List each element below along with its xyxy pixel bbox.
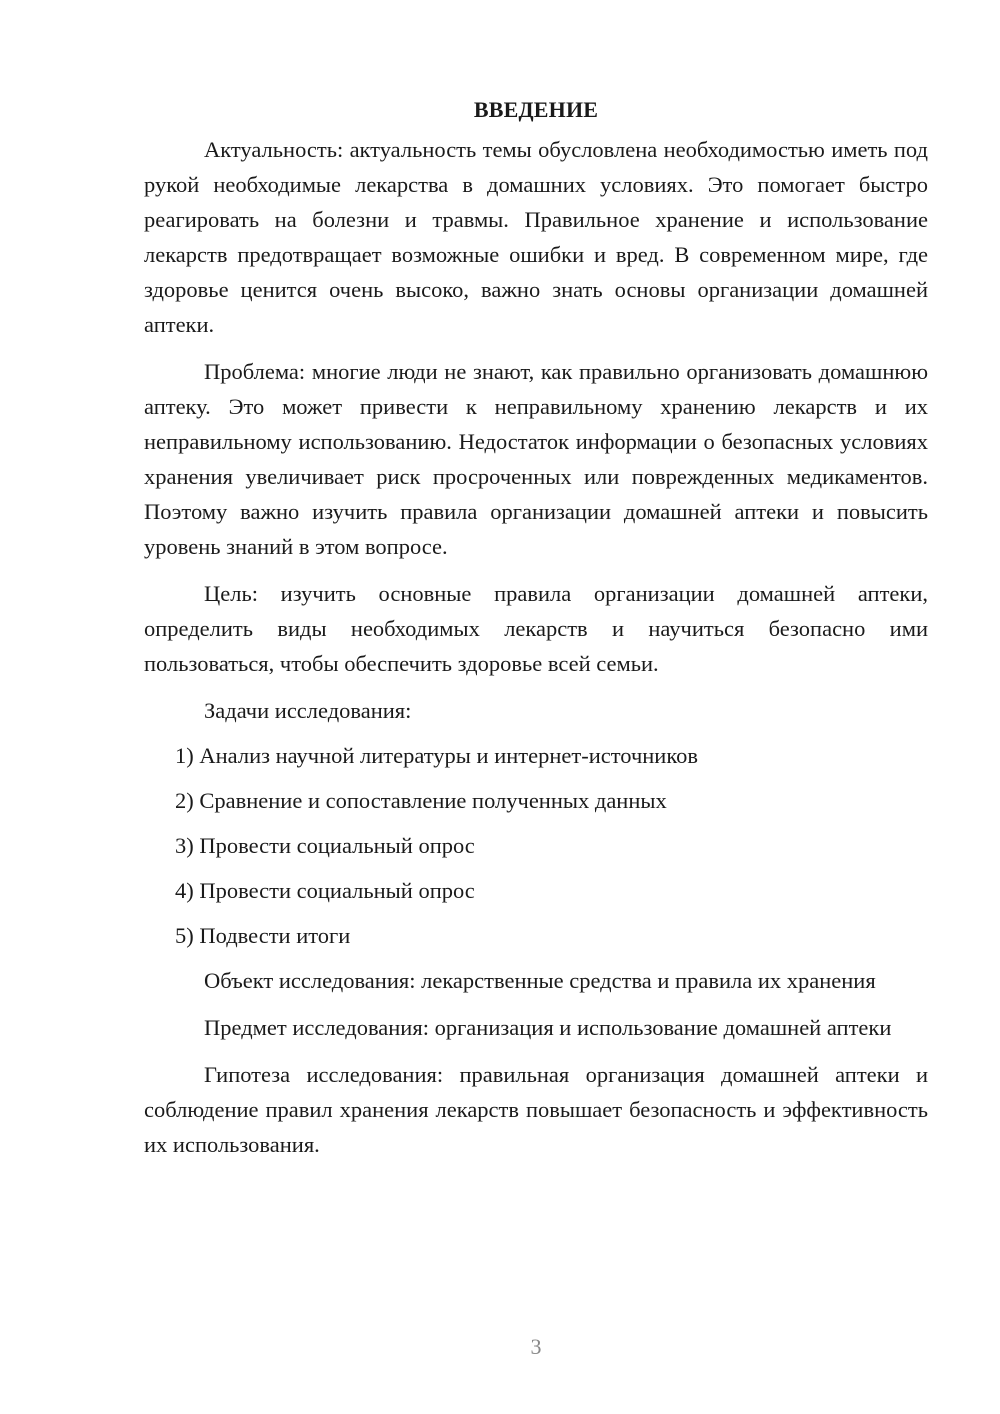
- list-item: 1) Анализ научной литературы и интернет-источников: [175, 743, 699, 768]
- document-page: [144, 96, 928, 1174]
- section-heading: ВВЕДЕНИЕ: [473, 97, 599, 122]
- paragraph-subject: Предмет исследования: организация и использование домашней аптеки: [204, 1015, 892, 1040]
- list-item: 4) Провести социальный опрос: [175, 878, 475, 903]
- list-item: 3) Провести социальный опрос: [175, 833, 475, 858]
- paragraph-object: Объект исследования: лекарственные средства и правила их хранения: [204, 968, 876, 993]
- paragraph-relevance: Актуальность: актуальность темы обусловлена необходимостью иметь под рукой необходимые лекарства в домашних условиях. Это помогает быстро реагировать на болезни и травмы. Правильное хранение и использование лекарств предотвращает возможные ошибки и вред. В современном мире, где здоровье ценится очень высоко, важно знать основы организации домашней аптеки.: [144, 137, 928, 337]
- paragraph-problem: Проблема: многие люди не знают, как правильно организовать домашнюю аптеку. Это может привести к неправильному хранению лекарств и их неправильному использованию. Недостаток информации о безопасных условиях хранения увеличивает риск просроченных или поврежденных медикаментов. Поэтому важно изучить правила организации домашней аптеки и повысить уровень знаний в этом вопросе.: [144, 359, 928, 559]
- page-number: 3: [530, 1334, 542, 1359]
- tasks-list: [144, 738, 928, 953]
- list-item: 2) Сравнение и сопоставление полученных данных: [175, 788, 667, 813]
- paragraph-hypothesis: Гипотеза исследования: правильная организация домашней аптеки и соблюдение правил хранения лекарств повышает безопасность и эффективность их использования.: [144, 1062, 928, 1157]
- list-item: 5) Подвести итоги: [175, 923, 351, 948]
- paragraph-goal: Цель: изучить основные правила организации домашней аптеки, определить виды необходимых лекарств и научиться безопасно ими пользоваться, чтобы обеспечить здоровье всей семьи.: [144, 581, 928, 676]
- tasks-title: Задачи исследования:: [204, 698, 412, 723]
